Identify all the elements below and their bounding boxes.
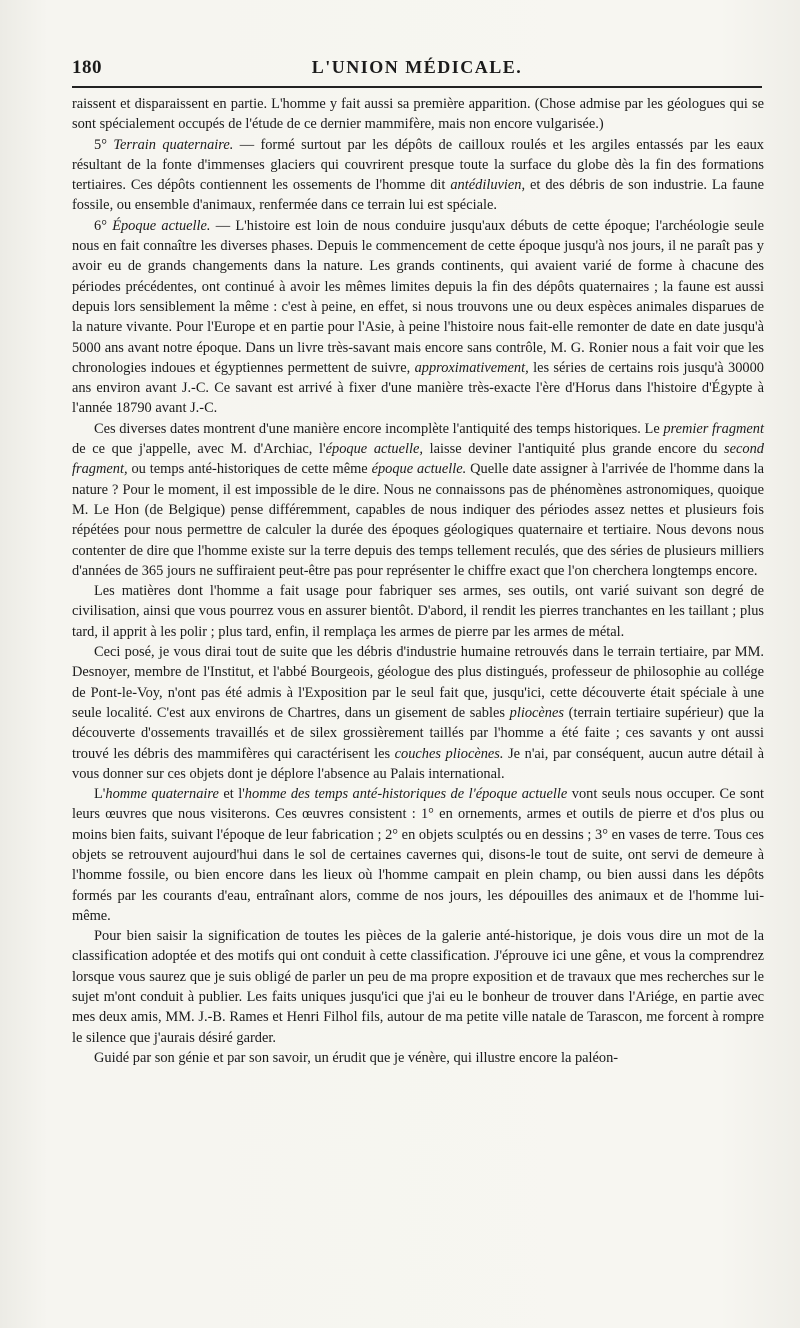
paragraph — [72, 926, 764, 1048]
paragraph — [72, 216, 764, 419]
text-run: Quelle date assigner à l'arrivée de l'homme dans la nature ? Pour le moment, il est impossible de le dire. Nous ne connaissons pas de phénomènes astronomiques, quoique M. Le Hon (de Belgique) pense différemment, capables de nous indiquer des périodes assez nettes et plusieurs fois répétées pour nous permettre de calculer la durée des époques géologiques quaternaire et tertiaire. Nous devons nous contenter de dire que l'homme existe sur la terre depuis des temps tellement reculés, que des séries de plusieurs milliers d'années de 365 jours ne suffiraient peut-être pas pour représenter le chiffre exact que l'on cherchera longtemps encore. — [72, 461, 764, 579]
text-run: et l' — [218, 786, 245, 803]
italic-text: second fragment, — [72, 441, 764, 478]
text-run: Pour bien saisir la signification de toutes les pièces de la galerie anté-historique, je dois vous dire un mot de la classification adoptée et des motifs qui ont conduit à cette classification. J'éprouve ici une gêne, et vous la comprendrez lorsque vous saurez que je suis obligé de parler un peu de ma propre exposition et de travaux que mes recherches sur le sujet m'ont conduit à publier. Les faits uniques jusqu'ici que j'ai eu le bonheur de trouver dans l'Ariége, en partie avec mes deux amis, MM. J.-B. Rames et Henri Filhol fils, autour de ma petite ville natale de Tarascon, me forcent à rompre le silence que j'aurais désiré garder. — [72, 928, 764, 1046]
paragraph — [72, 784, 764, 926]
paragraph — [72, 642, 764, 784]
paragraph — [72, 94, 764, 135]
italic-text: époque actuelle. — [371, 461, 467, 478]
text-run: Ces diverses dates montrent d'une manière encore incomplète l'antiquité des temps historiques. Le — [94, 420, 664, 437]
page-number: 180 — [72, 57, 102, 78]
paragraph — [72, 135, 764, 216]
text-run: Je n'ai, par conséquent, aucun autre détail à vous donner sur ces objets dont je déplore l'absence au Palais international. — [72, 745, 764, 782]
italic-text: homme quaternaire — [105, 786, 219, 803]
italic-text: approximativement, — [414, 359, 529, 376]
text-run: de ce que j'appelle, avec M. d'Archiac, l' — [72, 441, 326, 458]
text-run: raissent et disparaissent en partie. L'homme y fait aussi sa première apparition. (Chose admise par les géologues qui se sont spécialement occupés de l'étude de ce dernier mammifère, mais non encore vulgarisée.) — [72, 96, 764, 133]
italic-text: homme des temps anté-historiques de l'époque actuelle — [244, 786, 568, 803]
text-run: laisse deviner l'antiquité plus grande encore du — [422, 441, 725, 458]
text-run: Ceci posé, je vous dirai tout de suite que les débris d'industrie humaine retrouvés dans le terrain tertiaire, par MM. Desnoyer, membre de l'Institut, et l'abbé Bourgeois, géologue des plus distingués, professeur de philosophie au collége de Pont-le-Voy, n'ont pas été admis à l'Exposition par le seul fait que, jusqu'ici, cette découverte était spéciale à une seule localité. C'est aux environs de Chartres, dans un gisement de sables — [72, 644, 764, 721]
italic-text: Époque actuelle. — [112, 217, 211, 234]
text-run: Guidé par son génie et par son savoir, un érudit que je vénère, qui illustre encore la paléon- — [94, 1049, 619, 1066]
italic-text: premier fragment — [663, 420, 764, 437]
text-run: ou temps anté-historiques de cette même — [127, 461, 372, 478]
text-run: vont seuls nous occuper. Ce sont leurs œuvres que nous visiterons. Ces œuvres consistent : 1° en ornements, armes et outils de pierre et d'os plus ou moins bien faits, suivant l'époque de leur fabrication ; 2° en objets sculptés ou en dessins ; 3° en vases de terre. Tous ces objets se retrouvent aujourd'hui dans le sol de certaines cavernes qui, disons-le tout de suite, ont servi de demeure à l'homme fossile, ou bien encore dans les lieux où l'homme campait en plein champ, ou bien aussi dans les dépôts formés par les courants d'eau, entraînant alors, comme de nos jours, les dépouilles des animaux et de l'homme lui-même. — [72, 786, 765, 924]
italic-text: couches pliocènes. — [394, 745, 504, 762]
journal-title: L'UNION MÉDICALE. — [311, 57, 523, 77]
text-run: et des débris de son industrie. La faune fossile, ou ensemble d'animaux, renfermée dans ce terrain lui est spéciale. — [72, 177, 765, 214]
italic-text: époque actuelle, — [325, 441, 423, 458]
text-run: — L'histoire est loin de nous conduire jusqu'aux débuts de cette époque; l'archéologie seule nous en fait connaître les diverses phases. Depuis le commencement de cette époque jusqu'à nos jours, il ne paraît pas y avoir eu de grands changements dans la nature. Les grands continents, qui avaient varié de forme à chacune des périodes précédentes, ont continué à avoir les mêmes limites depuis la fin des dépôts quaternaires ; la faune est aussi depuis lors sensiblement la même : c'est à peine, en effet, si nous trouvons une ou deux espèces animales disparues de la nature vivante. Pour l'Europe et en partie pour l'Asie, à peine l'histoire nous fait-elle remonter de date en date jusqu'à 5000 ans avant notre époque. Dans un livre très-savant mais encore sans contrôle, M. G. Ronier nous a fait voir que les chronologies indoues et égyptiennes permettent de suivre, — [72, 217, 764, 376]
paragraph — [72, 1048, 764, 1068]
running-head — [72, 52, 762, 88]
text-run: — formé surtout par les dépôts de cailloux roulés et les argiles entassés par les eaux résultant de la fonte d'immenses glaciers qui couvrirent presque toute la surface du globe dès la fin des formations tertiaires. Ces dépôts contiennent les ossements de l'homme dit — [72, 136, 764, 194]
paragraph — [72, 581, 764, 642]
text-run: les séries de certains rois jusqu'à 30000 ans environ avant J.-C. Ce savant est arrivé à fixer d'une manière très-exacte l'ère d'Horus dans l'histoire d'Égypte à l'année 18790 avant J.-C. — [72, 359, 764, 417]
article-body — [72, 94, 764, 1068]
text-run: (terrain tertiaire supérieur) que la découverte d'ossements travaillés et de silex grossièrement taillés par l'homme a été faite ; ces savants y ont aussi trouvé les débris des mammifères qui caractérisent les — [72, 704, 764, 762]
text-run: L' — [94, 786, 106, 803]
italic-text: antédiluvien, — [450, 177, 526, 194]
text-run: 6° — [94, 217, 113, 234]
text-run: 5° — [94, 136, 114, 153]
italic-text: pliocènes — [509, 704, 564, 721]
paragraph — [72, 419, 764, 581]
text-run: Les matières dont l'homme a fait usage pour fabriquer ses armes, ses outils, ont varié suivant son degré de civilisation, ainsi que vous pourrez vous en assurer bientôt. D'abord, il rendit les pierres tranchantes en les taillant ; plus tard, il apprit à les polir ; plus tard, enfin, il remplaça les armes de pierre par les armes de métal. — [72, 583, 764, 640]
italic-text: Terrain quaternaire. — [113, 136, 234, 153]
